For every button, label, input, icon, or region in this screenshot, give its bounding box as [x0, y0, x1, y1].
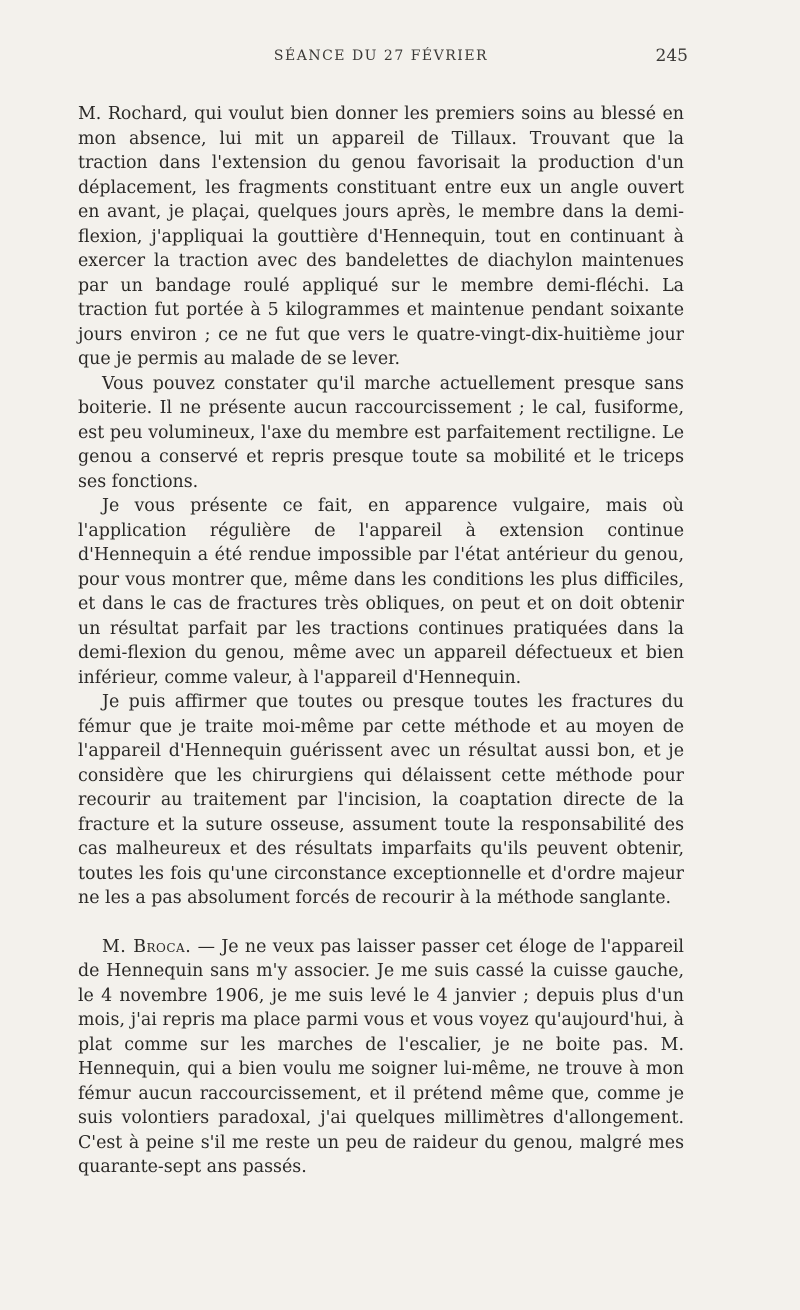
body-text — [78, 102, 684, 1180]
paragraph-broca-text: — Je ne veux pas laisser passer cet éloge de l'appareil de Hennequin sans m'y associer. Je me suis cassé la cuisse gauche, le 4 novembre 1906, je me suis levé le 4 janvier ; depuis plus d'un mois, j'ai repris ma place parmi vous et vous voyez qu'aujourd'hui, à plat comme sur les marches de l'escalier, je ne boite pas. M. Hennequin, qui a bien voulu me soigner lui-même, ne trouve à mon fémur aucun raccourcissement, et il prétend même que, comme je suis volontiers paradoxal, j'ai quelques millimètres d'allongement. C'est à peine s'il me reste un peu de raideur du genou, malgré mes quarante-sept ans passés. — [78, 936, 684, 1177]
paragraph-affirmation: Je puis affirmer que toutes ou presque toutes les fractures du fémur que je traite moi-même par cette méthode et au moyen de l'appareil d'Hennequin guérissent avec un résultat aussi bon, et je considère que les chirurgiens qui délaissent cette méthode pour recourir au traitement par l'incision, la coaptation directe de la fracture et la suture osseuse, assument toute la responsabilité des cas malheureux et des résultats imparfaits qu'ils peuvent obtenir, toutes les fois qu'une circonstance exceptionnelle et d'ordre majeur ne les a pas absolument forcés de recourir à la méthode sanglante. — [78, 692, 684, 908]
speaker-name: M. Broca. — [102, 936, 192, 957]
paragraph-result: Vous pouvez constater qu'il marche actuellement presque sans boiterie. Il ne présente aucun raccourcissement ; le cal, fusiforme, est peu volumineux, l'axe du membre est parfaitement rectiligne. Le genou a conservé et repris presque toute sa mobilité et le triceps ses fonctions. — [78, 373, 684, 492]
paragraph-broca — [78, 935, 684, 1180]
paragraph-presentation: Je vous présente ce fait, en apparence vulgaire, mais où l'application régulière de l'appareil à extension continue d'Hennequin a été rendue impossible par l'état antérieur du genou, pour vous montrer que, même dans les conditions les plus difficiles, et dans le cas de fractures très obliques, on peut et on doit obtenir un résultat parfait par les tractions continues pratiquées dans la demi-flexion du genou, même avec un appareil défectueux et bien inférieur, comme valeur, à l'appareil d'Hennequin. — [78, 496, 684, 688]
page-number: 245 — [655, 46, 688, 66]
running-title: SÉANCE DU 27 FÉVRIER — [273, 48, 489, 64]
running-head — [78, 44, 688, 72]
paragraph-rochard: M. Rochard, qui voulut bien donner les premiers soins au blessé en mon absence, lui mit un appareil de Tillaux. Trouvant que la traction dans l'extension du genou favorisait la production d'un déplacement, les fragments constituant entre eux un angle ouvert en avant, je plaçai, quelques jours après, le membre dans la demi-flexion, j'appliquai la gouttière d'Hennequin, tout en continuant à exercer la traction avec des bandelettes de diachylon maintenues par un bandage roulé appliqué sur le membre demi-fléchi. La traction fut portée à 5 kilogrammes et maintenue pendant soixante jours environ ; ce ne fut que vers le quatre-vingt-dix-huitième jour que je permis au malade de se lever. — [78, 104, 684, 369]
